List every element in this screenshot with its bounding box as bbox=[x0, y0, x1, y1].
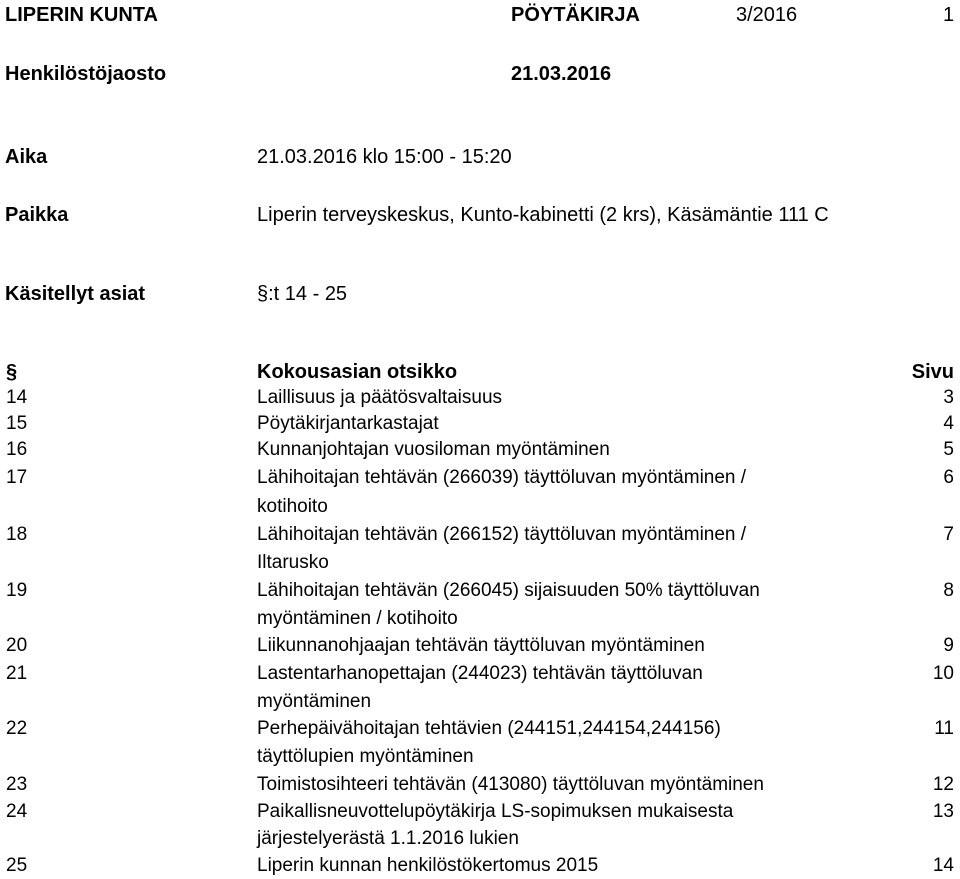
item-page: 8 bbox=[943, 580, 954, 601]
item-title: Liikunnanohjaajan tehtävän täyttöluvan myöntäminen bbox=[257, 635, 705, 656]
page-number: 1 bbox=[943, 4, 955, 26]
item-title: Lähihoitajan tehtävän (266039) täyttöluvan myöntäminen / bbox=[257, 467, 747, 488]
item-number: 24 bbox=[6, 801, 28, 822]
item-number: 15 bbox=[6, 413, 28, 434]
item-title-continued: myöntäminen / kotihoito bbox=[257, 608, 458, 629]
item-page: 12 bbox=[932, 774, 954, 795]
item-page: 3 bbox=[943, 387, 954, 408]
item-page: 6 bbox=[943, 467, 954, 488]
item-page: 10 bbox=[932, 663, 954, 684]
item-number: 21 bbox=[6, 663, 28, 684]
item-title: Toimistosihteeri tehtävän (413080) täyttöluvan myöntäminen bbox=[257, 774, 764, 795]
item-number: 17 bbox=[6, 467, 28, 488]
committee-name: Henkilöstöjaosto bbox=[5, 63, 167, 85]
meeting-date: 21.03.2016 bbox=[511, 63, 612, 85]
page-column-header: Sivu bbox=[911, 361, 954, 383]
org-name: LIPERIN KUNTA bbox=[5, 4, 158, 26]
time-value: 21.03.2016 klo 15:00 - 15:20 bbox=[257, 146, 512, 168]
item-page: 13 bbox=[932, 801, 954, 822]
item-title-continued: Iltarusko bbox=[257, 552, 329, 573]
item-title: Paikallisneuvottelupöytäkirja LS-sopimuksen mukaisesta bbox=[257, 801, 734, 822]
section-symbol: § bbox=[6, 361, 18, 383]
item-number: 20 bbox=[6, 635, 28, 656]
item-title: Kunnanjohtajan vuosiloman myöntäminen bbox=[257, 439, 610, 460]
item-page: 11 bbox=[934, 718, 954, 739]
place-label: Paikka bbox=[5, 204, 69, 226]
item-title: Liperin kunnan henkilöstökertomus 2015 bbox=[257, 855, 599, 876]
item-title-continued: myöntäminen bbox=[257, 691, 372, 712]
item-title: Laillisuus ja päätösvaltaisuus bbox=[257, 387, 503, 408]
item-number: 22 bbox=[6, 718, 28, 739]
item-title-continued: kotihoito bbox=[257, 496, 328, 517]
item-title: Lastentarhanopettajan (244023) tehtävän täyttöluvan bbox=[257, 663, 703, 684]
item-title: Lähihoitajan tehtävän (266152) täyttöluvan myöntäminen / bbox=[257, 524, 747, 545]
item-number: 16 bbox=[6, 439, 28, 460]
item-title-continued: täyttölupien myöntäminen bbox=[257, 746, 474, 767]
item-number: 14 bbox=[6, 387, 28, 408]
item-page: 7 bbox=[943, 524, 954, 545]
item-page: 14 bbox=[932, 855, 954, 876]
time-label: Aika bbox=[5, 146, 48, 168]
item-page: 4 bbox=[943, 413, 954, 434]
document-type: PÖYTÄKIRJA bbox=[511, 4, 640, 26]
item-number: 19 bbox=[6, 580, 28, 601]
items-value: §:t 14 - 25 bbox=[257, 283, 348, 305]
item-page: 9 bbox=[943, 635, 954, 656]
item-title: Lähihoitajan tehtävän (266045) sijaisuuden 50% täyttöluvan bbox=[257, 580, 760, 601]
item-number: 25 bbox=[6, 855, 28, 876]
item-title-continued: järjestelyerästä 1.1.2016 lukien bbox=[257, 828, 519, 849]
place-value: Liperin terveyskeskus, Kunto-kabinetti (2 krs), Käsämäntie 111 C bbox=[257, 204, 829, 226]
title-column-header: Kokousasian otsikko bbox=[257, 361, 458, 383]
item-number: 23 bbox=[6, 774, 28, 795]
item-page: 5 bbox=[943, 439, 954, 460]
document-number: 3/2016 bbox=[736, 4, 798, 26]
item-title: Perhepäivähoitajan tehtävien (244151,244154,244156) bbox=[257, 718, 721, 739]
item-number: 18 bbox=[6, 524, 28, 545]
items-label: Käsitellyt asiat bbox=[5, 283, 146, 305]
item-title: Pöytäkirjantarkastajat bbox=[257, 413, 439, 434]
